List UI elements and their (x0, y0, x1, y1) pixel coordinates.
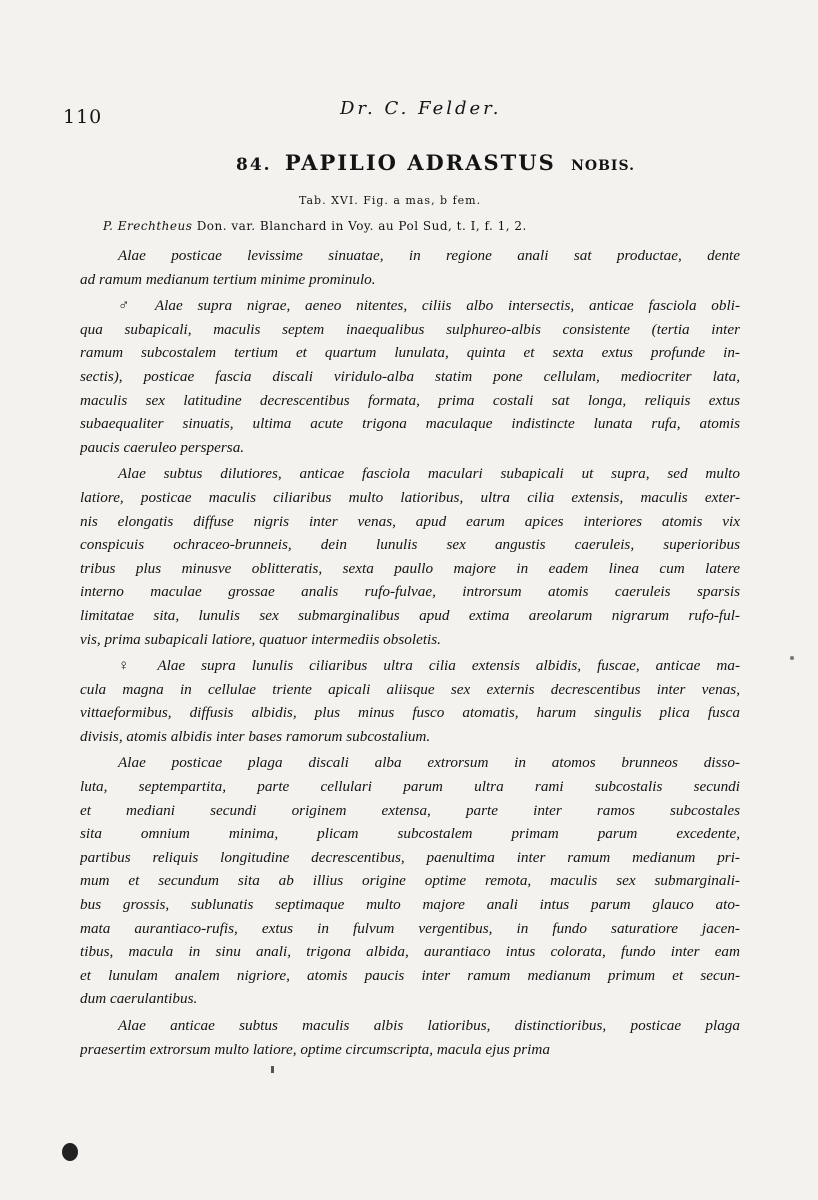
text-line: vis, prima subapicali latiore, quatuor intermediis obsoletis. (80, 630, 441, 648)
text-line: ♀ Alae supra lunulis ciliaribus ultra cilia extensis albidis, fuscae, anticae ma- (118, 657, 740, 675)
text-line: Alae posticae levissime sinuatae, in regione anali sat productae, dente (118, 247, 740, 264)
synonym-line (103, 219, 743, 233)
text-line: cula magna in cellulae triente apicali aliisque sex externis decrescentibus inter venas, (80, 680, 740, 698)
text-line: bus grossis, sublunatis septimaque multo majore anali intus parum glauco ato- (80, 896, 740, 914)
running-head: Dr. C. Felder. (340, 98, 502, 119)
text-line: mata aurantiaco-rufis, extus in fulvum vergentibus, in fundo saturatiore jacen- (80, 919, 740, 937)
text-line: et mediani secundi originem extensa, parte inter ramos subcostales (80, 801, 740, 819)
species-title (236, 150, 656, 175)
description-text (80, 244, 740, 1061)
text-line: praesertim extrorsum multo latiore, optime circumscripta, macula ejus prima (80, 1040, 550, 1058)
text-line: limitatae sita, lunulis sex submarginalibus apud extima areolarum nigrarum rufo-ful- (80, 606, 740, 624)
species-name: PAPILIO ADRASTUS (284, 150, 556, 175)
print-mark (271, 1066, 274, 1073)
text-line: mum et secundum sita ab illius origine optime remota, maculis sex submarginali- (80, 872, 740, 890)
text-line: maculis sex latitudine decrescentibus formata, prima costali sat longa, reliquis extus (80, 391, 740, 409)
text-line: ♂ Alae supra nigrae, aeneo nitentes, ciliis albo intersectis, anticae fasciola obli- (118, 297, 740, 315)
text-line: partibus reliquis longitudine decrescentibus, paenultima inter ramum medianum pri- (80, 848, 740, 866)
text-line: luta, septempartita, parte cellulari parum ultra rami subcostalis secundi (80, 778, 740, 796)
synonym-genus: P. Erechtheus (103, 219, 193, 233)
page-number: 110 (63, 106, 103, 128)
text-line: ramum subcostalem tertium et quartum lunulata, quinta et sexta extus profunde in- (80, 344, 740, 362)
text-line: nis elongatis diffuse nigris inter venas, apud earum apices interiores atomis vix (80, 512, 740, 530)
text-line: tribus plus minusve oblitteratis, sexta paullo majore in eadem linea cum latere (80, 559, 740, 577)
text-line: dum caerulantibus. (80, 990, 198, 1008)
text-line: ad ramum medianum tertium minime prominulo. (80, 270, 376, 288)
text-line: sita omnium minima, plicam subcostalem primam parum excedente, (80, 825, 740, 843)
text-line: Alae subtus dilutiores, anticae fasciola maculari subapicali ut supra, sed multo (118, 465, 740, 483)
species-number: 84. (236, 155, 272, 175)
text-line: conspicuis ochraceo-brunneis, dein lunulis sex angustis caeruleis, superioribus (80, 536, 740, 554)
text-line: Alae posticae plaga discali alba extrorsum in atomos brunneos disso- (118, 754, 740, 772)
text-line: paucis caeruleo perspersa. (80, 438, 245, 456)
text-line: divisis, atomis albidis inter bases ramorum subcostalium. (80, 727, 431, 745)
edge-speck (790, 656, 794, 660)
text-line: Alae anticae subtus maculis albis latioribus, distinctioribus, posticae plaga (118, 1017, 740, 1034)
text-line: et lunulam analem nigriore, atomis paucis inter ramum medianum primum et secun- (80, 966, 740, 984)
plate-reference: Tab. XVI. Fig. a mas, b fem. (299, 194, 482, 207)
ink-blot (62, 1143, 78, 1161)
text-line: sectis), posticae fascia discali viridulo-alba statim pone cellulam, mediocriter lata, (80, 367, 740, 385)
species-author: NOBIS. (571, 158, 635, 174)
text-line: vittaeformibus, diffusis albidis, plus minus fusco atomatis, harum singulis plica fusca (80, 704, 740, 722)
text-line: qua subapicali, maculis septem inaequalibus sulphureo-albis consistente (tertia inter (80, 320, 740, 338)
text-line: subaequaliter sinuatis, ultima acute trigona maculaque indistincte lunata rufa, atomis (80, 415, 740, 433)
text-line: interno maculae grossae analis rufo-fulvae, introrsum atomis caeruleis sparsis (80, 583, 740, 601)
synonym-citation: Don. var. Blanchard in Voy. au Pol Sud, t. I, f. 1, 2. (196, 219, 527, 233)
text-line: tibus, macula in sinu anali, trigona albida, aurantiaco intus colorata, fundo inter eam (80, 943, 740, 961)
text-line: latiore, posticae maculis ciliaribus multo latioribus, ultra cilia extensis, maculis exter- (80, 488, 740, 506)
